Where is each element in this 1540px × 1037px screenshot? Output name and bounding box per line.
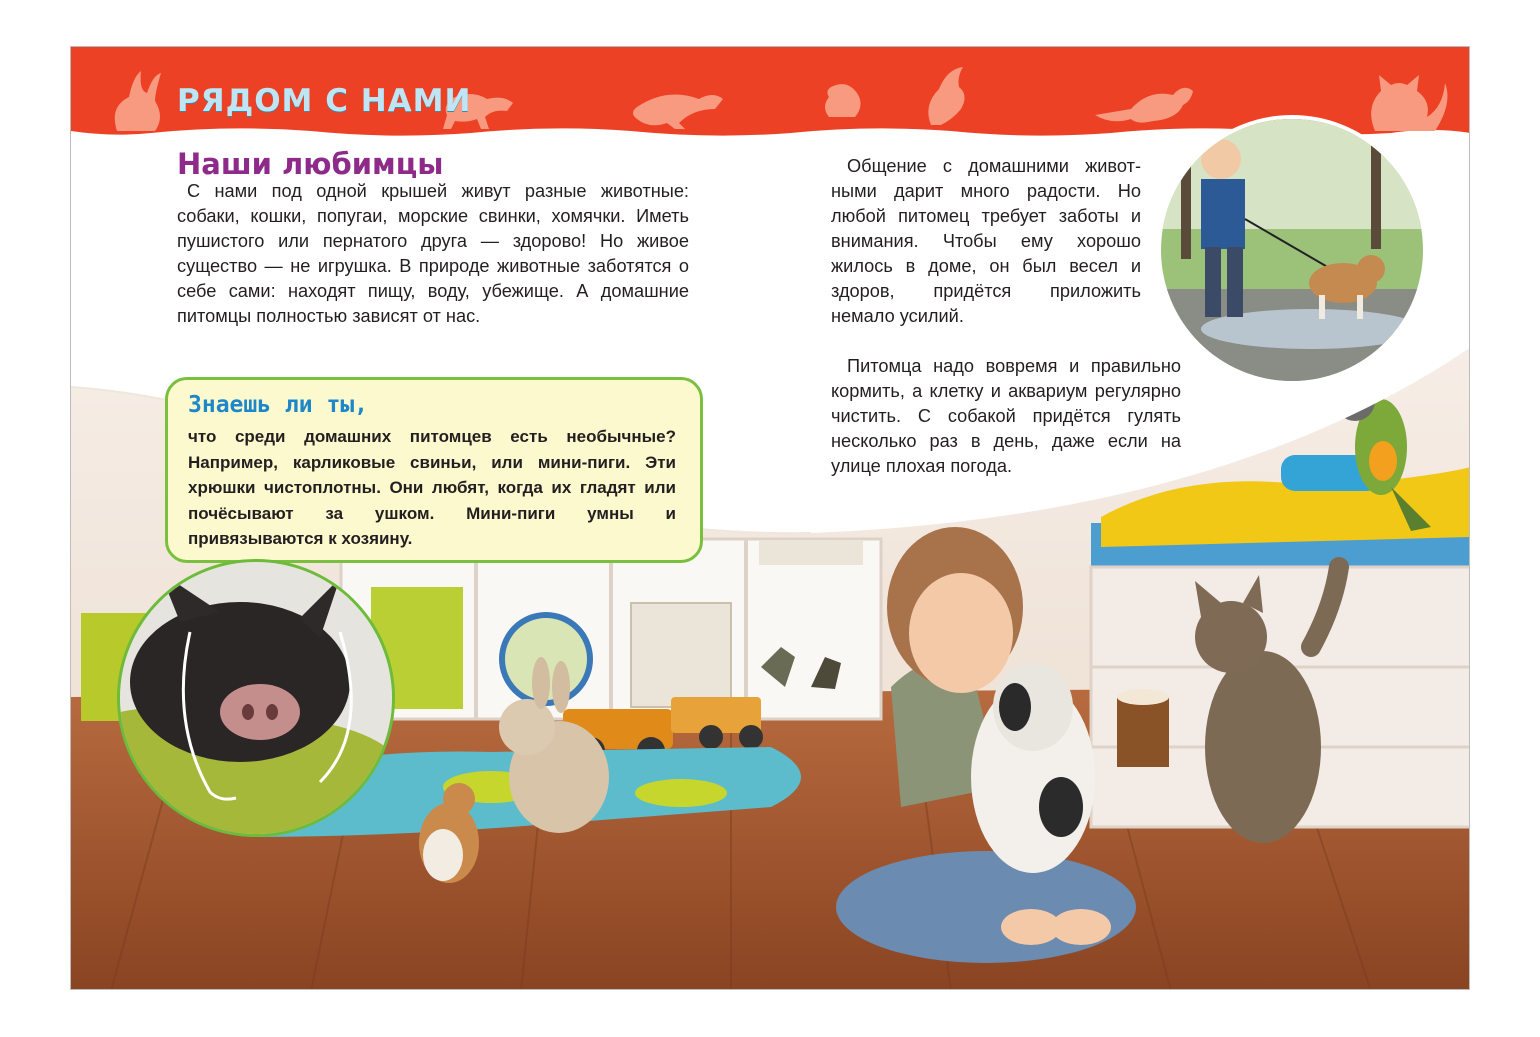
boy-with-dog-photo: [1157, 115, 1427, 385]
fact-box: [165, 377, 703, 563]
fact-box-title: Знаешь ли ты,: [188, 392, 369, 418]
book-page: [70, 46, 1470, 990]
intro-paragraph: С нами под одной крышей живут разные животные: собаки, кошки, попугаи, морские свинки, хомячки. Иметь пушистого или пернатого друга — здорово! Но живое существо — не игрушка. В природе животные заботятся о себе сами: находят пищу, воду, убежище. А домашние питомцы полностью зависят от нас.: [177, 181, 689, 326]
header-title: РЯДОМ С НАМИ: [177, 83, 472, 119]
care-paragraph-2: Питомца надо вовремя и правильно кормить, а клетку и аквариум регулярно чистить. С собакой придётся гулять несколько раз в день, даже если на улице плохая погода.: [831, 356, 1181, 476]
section-title: Наши любимцы: [177, 147, 444, 181]
boy-with-dog-illustration: [1161, 119, 1423, 381]
mini-pig-photo: [117, 559, 395, 837]
fact-box-text: что среди домашних питомцев есть необычные? Например, карликовые свиньи, или мини-пиги. Эти хрюшки чистоплотны. Они любят, когда их гладят или почёсывают за ушком. Мини-пиги умны и привязываются к хозяину.: [188, 427, 676, 548]
care-paragraph-1: Общение с домашними животными дарит много радости. Но любой питомец требует заботы и внимания. Чтобы ему хорошо жилось в доме, он был весел и здоров, придётся приложить немало усилий.: [831, 156, 1141, 326]
mini-pig-illustration: [120, 562, 392, 834]
